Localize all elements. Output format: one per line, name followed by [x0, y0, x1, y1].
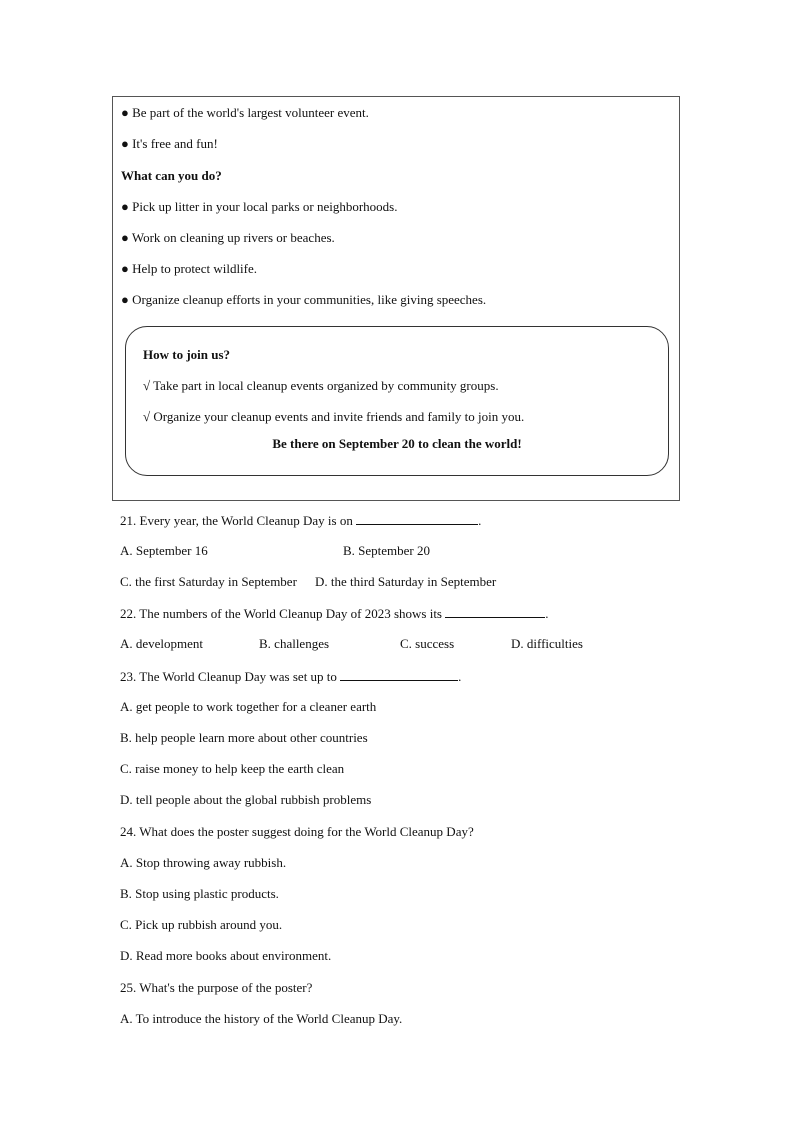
question-22-stem: 22. The numbers of the World Cleanup Day of 2023 shows its: [120, 606, 442, 621]
question-23-stem: 23. The World Cleanup Day was set up to: [120, 669, 337, 684]
join-item-local-events: √ Take part in local cleanup events organized by community groups.: [143, 378, 499, 393]
option-22-b: B. challenges: [259, 636, 330, 651]
option-25-a: A. To introduce the history of the World Cleanup Day.: [120, 1011, 403, 1026]
join-us-heading: How to join us?: [143, 347, 231, 362]
poster-bullet-wildlife: ● Help to protect wildlife.: [121, 261, 258, 276]
question-22-end: .: [545, 606, 549, 621]
join-us-box: [125, 326, 669, 476]
question-24-stem: 24. What does the poster suggest doing for the World Cleanup Day?: [120, 824, 474, 839]
option-22-c: C. success: [400, 636, 455, 651]
question-21-end: .: [478, 513, 482, 528]
option-21-d: D. the third Saturday in September: [315, 574, 497, 589]
option-24-c: C. Pick up rubbish around you.: [120, 917, 283, 932]
option-21-b: B. September 20: [343, 543, 431, 558]
option-21-c: C. the first Saturday in September: [120, 574, 297, 589]
option-21-a: A. September 16: [120, 543, 208, 558]
question-24: [120, 824, 474, 840]
question-23: [120, 668, 461, 685]
question-22: [120, 605, 549, 622]
option-22-a: A. development: [120, 636, 204, 651]
poster-bullet-largest-event: ● Be part of the world's largest volunteer event.: [121, 105, 369, 120]
slogan: Be there on September 20 to clean the world!: [272, 436, 522, 451]
poster-bullet-rivers-beaches: ● Work on cleaning up rivers or beaches.: [121, 230, 335, 245]
poster-bullet-pick-up-litter: ● Pick up litter in your local parks or neighborhoods.: [121, 199, 398, 214]
option-23-a: A. get people to work together for a cleaner earth: [120, 699, 377, 714]
answer-blank: [356, 512, 478, 525]
answer-blank: [340, 668, 458, 681]
poster-bullet-organize-efforts: ● Organize cleanup efforts in your communities, like giving speeches.: [121, 292, 487, 307]
question-21: [120, 512, 481, 529]
what-can-you-do-heading: What can you do?: [121, 168, 222, 183]
option-23-d: D. tell people about the global rubbish problems: [120, 792, 372, 807]
question-23-end: .: [458, 669, 462, 684]
option-23-b: B. help people learn more about other countries: [120, 730, 368, 745]
option-24-b: B. Stop using plastic products.: [120, 886, 279, 901]
option-24-a: A. Stop throwing away rubbish.: [120, 855, 287, 870]
poster-bullet-free-fun: ● It's free and fun!: [121, 136, 218, 151]
question-25: [120, 980, 312, 996]
option-22-d: D. difficulties: [511, 636, 583, 651]
option-24-d: D. Read more books about environment.: [120, 948, 332, 963]
answer-blank: [445, 605, 545, 618]
question-21-stem: 21. Every year, the World Cleanup Day is on: [120, 513, 353, 528]
option-23-c: C. raise money to help keep the earth clean: [120, 761, 345, 776]
poster-box: [112, 96, 680, 501]
join-item-organize-events: √ Organize your cleanup events and invite friends and family to join you.: [143, 409, 525, 424]
question-25-stem: 25. What's the purpose of the poster?: [120, 980, 313, 995]
